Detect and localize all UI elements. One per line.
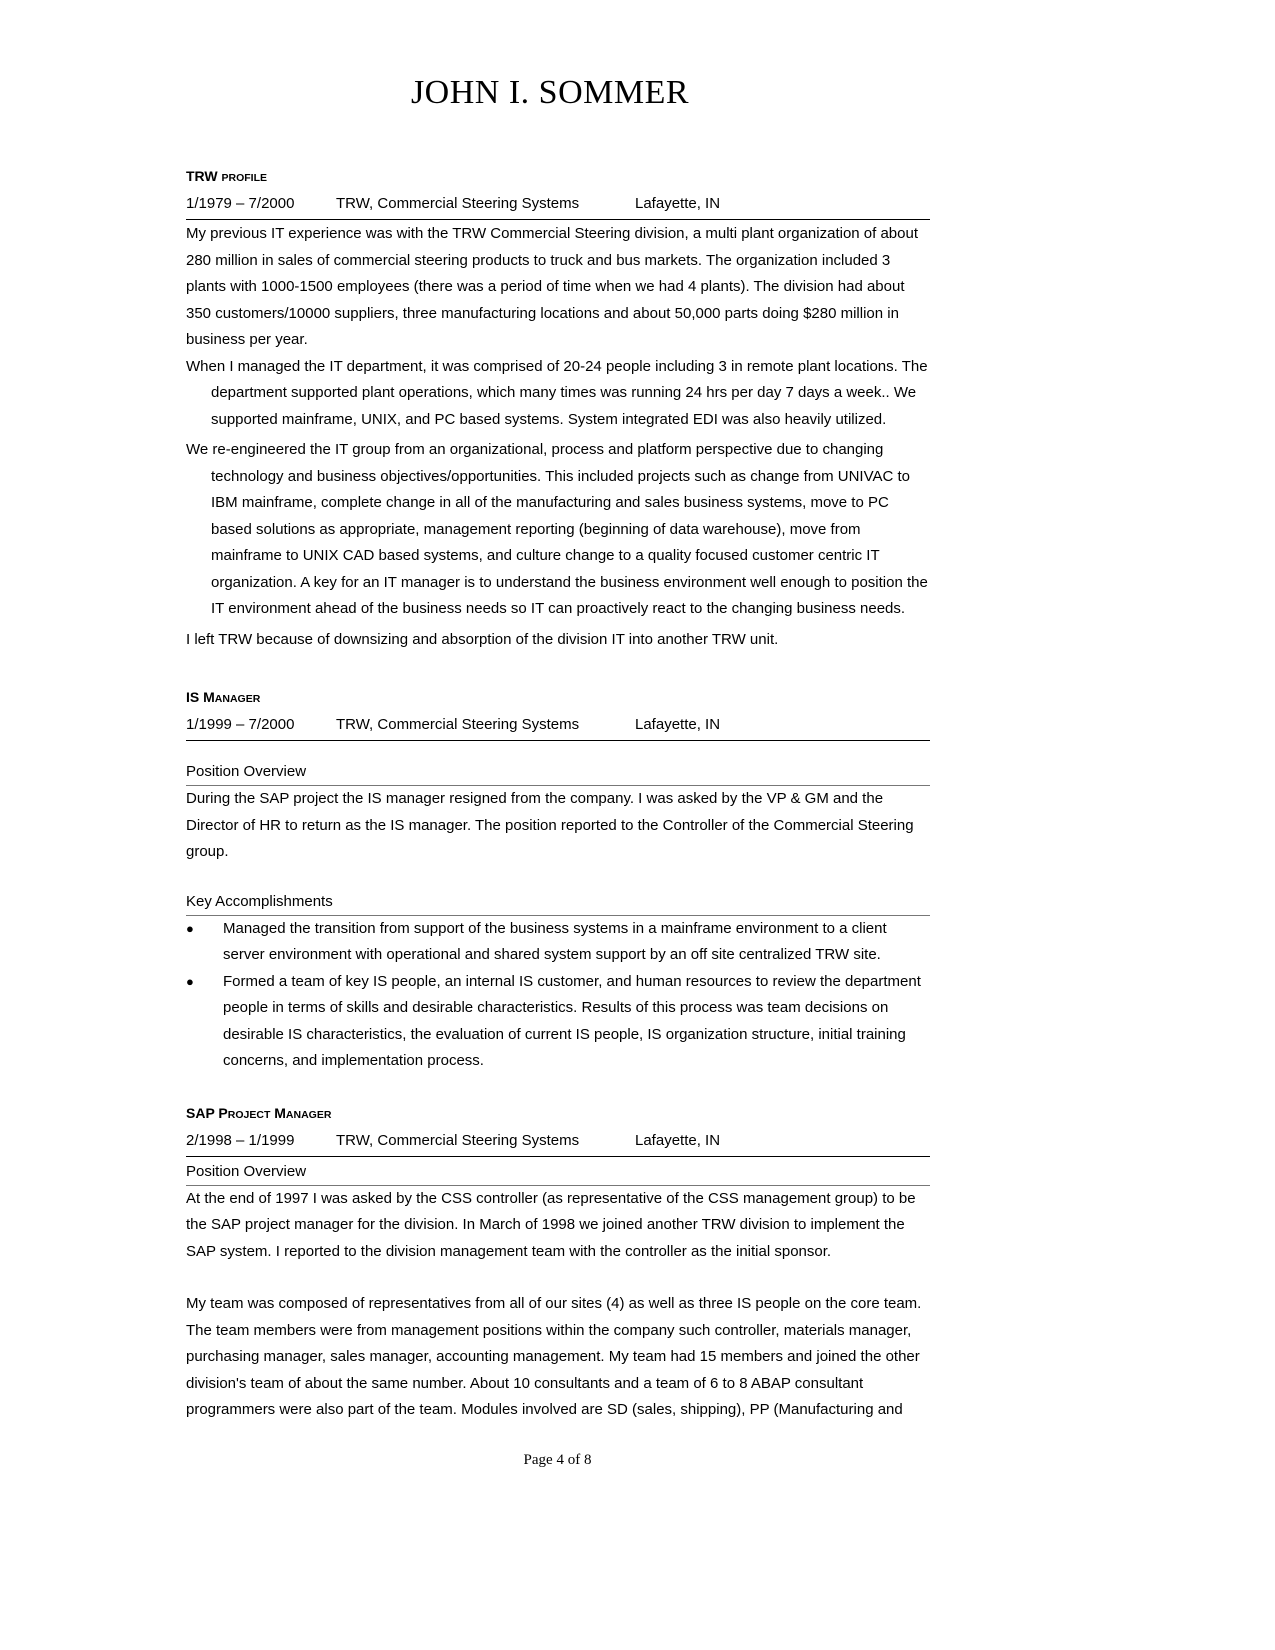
- section-heading: [186, 687, 930, 709]
- job-company: TRW, Commercial Steering Systems: [336, 1131, 580, 1149]
- resume-name: JOHN I. SOMMER: [410, 74, 690, 111]
- job-dates: 2/1998 – 1/1999: [186, 1131, 295, 1149]
- job-location: Lafayette, IN: [635, 716, 721, 733]
- profile-paragraph: I left TRW because of downsizing and absorption of the division IT into another TRW unit.: [186, 630, 779, 648]
- job-dates: 1/1979 – 7/2000: [186, 195, 295, 212]
- key-accomplishments-heading: Key Accomplishments: [186, 891, 930, 916]
- section-title-main: M: [270, 1104, 286, 1121]
- job-line: [186, 188, 930, 220]
- job-line: [186, 1125, 930, 1157]
- position-overview-text: My team was composed of representatives from all of our sites (4) as well as three IS people on the core team. The team members were from management positions within the company such controller, materials manager, purchasing manager, sales manager, accounting management. My team had 15 members and joined the other division's team of about the same number. About 10 consultants and a team of 6 to 8 ABAP consultant programmers were also part of the team. Modules involved are SD (sales, shipping), PP (Manufacturing and: [186, 1295, 922, 1418]
- list-item: [186, 969, 930, 1075]
- trw-profile-section: [186, 166, 930, 653]
- position-overview-heading: Position Overview: [186, 761, 930, 786]
- is-manager-section: [186, 687, 930, 1075]
- resume-body: [186, 166, 930, 1424]
- profile-paragraph: When I managed the IT department, it was comprised of 20-24 people including 3 in remote plant locations. The department supported plant operations, which many times was running 24 hrs per day 7 days a week.. We supported mainframe, UNIX, and PC based systems. System integrated EDI was also heavily utilized.: [186, 357, 928, 428]
- profile-paragraph: We re-engineered the IT group from an organizational, process and platform perspective due to changing technology and business objectives/opportunities. This included projects such as change from UNIVAC to IBM mainframe, complete change in all of the manufacturing and sales business systems, move to PC based solutions as appropriate, management reporting (beginning of data warehouse), move from mainframe to UNIX CAD based systems, and culture change to a quality focused customer centric IT organization. A key for an IT manager is to understand the business environment well enough to position the IT environment ahead of the business needs so IT can proactively react to the changing business needs.: [186, 441, 928, 617]
- job-company: TRW, Commercial Steering Systems: [336, 195, 580, 212]
- accomplishments-list: [186, 916, 930, 1075]
- section-heading: [186, 166, 930, 188]
- bullet-icon: ●: [186, 973, 194, 989]
- section-title-smallcaps: ROJECT: [227, 1108, 271, 1121]
- section-title-main: TRW: [186, 168, 218, 184]
- position-overview-text: During the SAP project the IS manager resigned from the company. I was asked by the VP & GM and the Director of HR to return as the IS manager. The position reported to the Controller of the Commercial Steering group.: [186, 790, 914, 860]
- section-title-smallcaps: PROFILE: [221, 172, 268, 184]
- job-company: TRW, Commercial Steering Systems: [336, 716, 580, 733]
- bullet-text: Managed the transition from support of the business systems in a mainframe environment to a client server environment with operational and shared system support by an off site centralized TRW site.: [223, 919, 887, 963]
- section-title-main: IS M: [186, 689, 215, 705]
- job-line: [186, 709, 930, 741]
- bullet-icon: ●: [186, 920, 194, 936]
- position-overview-heading: Position Overview: [186, 1161, 930, 1186]
- section-title-main: SAP P: [186, 1104, 228, 1121]
- list-item: [186, 916, 930, 969]
- job-location: Lafayette, IN: [635, 1131, 721, 1149]
- bullet-text: Formed a team of key IS people, an internal IS customer, and human resources to review the department people in terms of skills and desirable characteristics. Results of this process was team decisions on desirable IS characteristics, the evaluation of current IS people, IS organization structure, initial training concerns, and implementation process.: [223, 972, 921, 1069]
- profile-paragraph: My previous IT experience was with the TRW Commercial Steering division, a multi plant organization of about 280 million in sales of commercial steering products to truck and bus markets. The organization included 3 plants with 1000-1500 employees (there was a period of time when we had 4 plants). The division had about 350 customers/10000 suppliers, three manufacturing locations and about 50,000 parts doing $280 million in business per year.: [186, 225, 919, 348]
- section-heading: [186, 1103, 930, 1125]
- page-number: Page 4 of 8: [523, 1452, 592, 1468]
- sap-project-manager-section: [186, 1103, 930, 1424]
- job-location: Lafayette, IN: [635, 195, 721, 212]
- section-title-smallcaps: ANAGER: [285, 1108, 332, 1121]
- position-overview-text: At the end of 1997 I was asked by the CSS controller (as representative of the CSS management group) to be the SAP project manager for the division. In March of 1998 we joined another TRW division to implement the SAP system. I reported to the division management team with the controller as the initial sponsor.: [186, 1189, 916, 1260]
- job-dates: 1/1999 – 7/2000: [186, 716, 295, 733]
- section-title-smallcaps: ANAGER: [214, 693, 261, 705]
